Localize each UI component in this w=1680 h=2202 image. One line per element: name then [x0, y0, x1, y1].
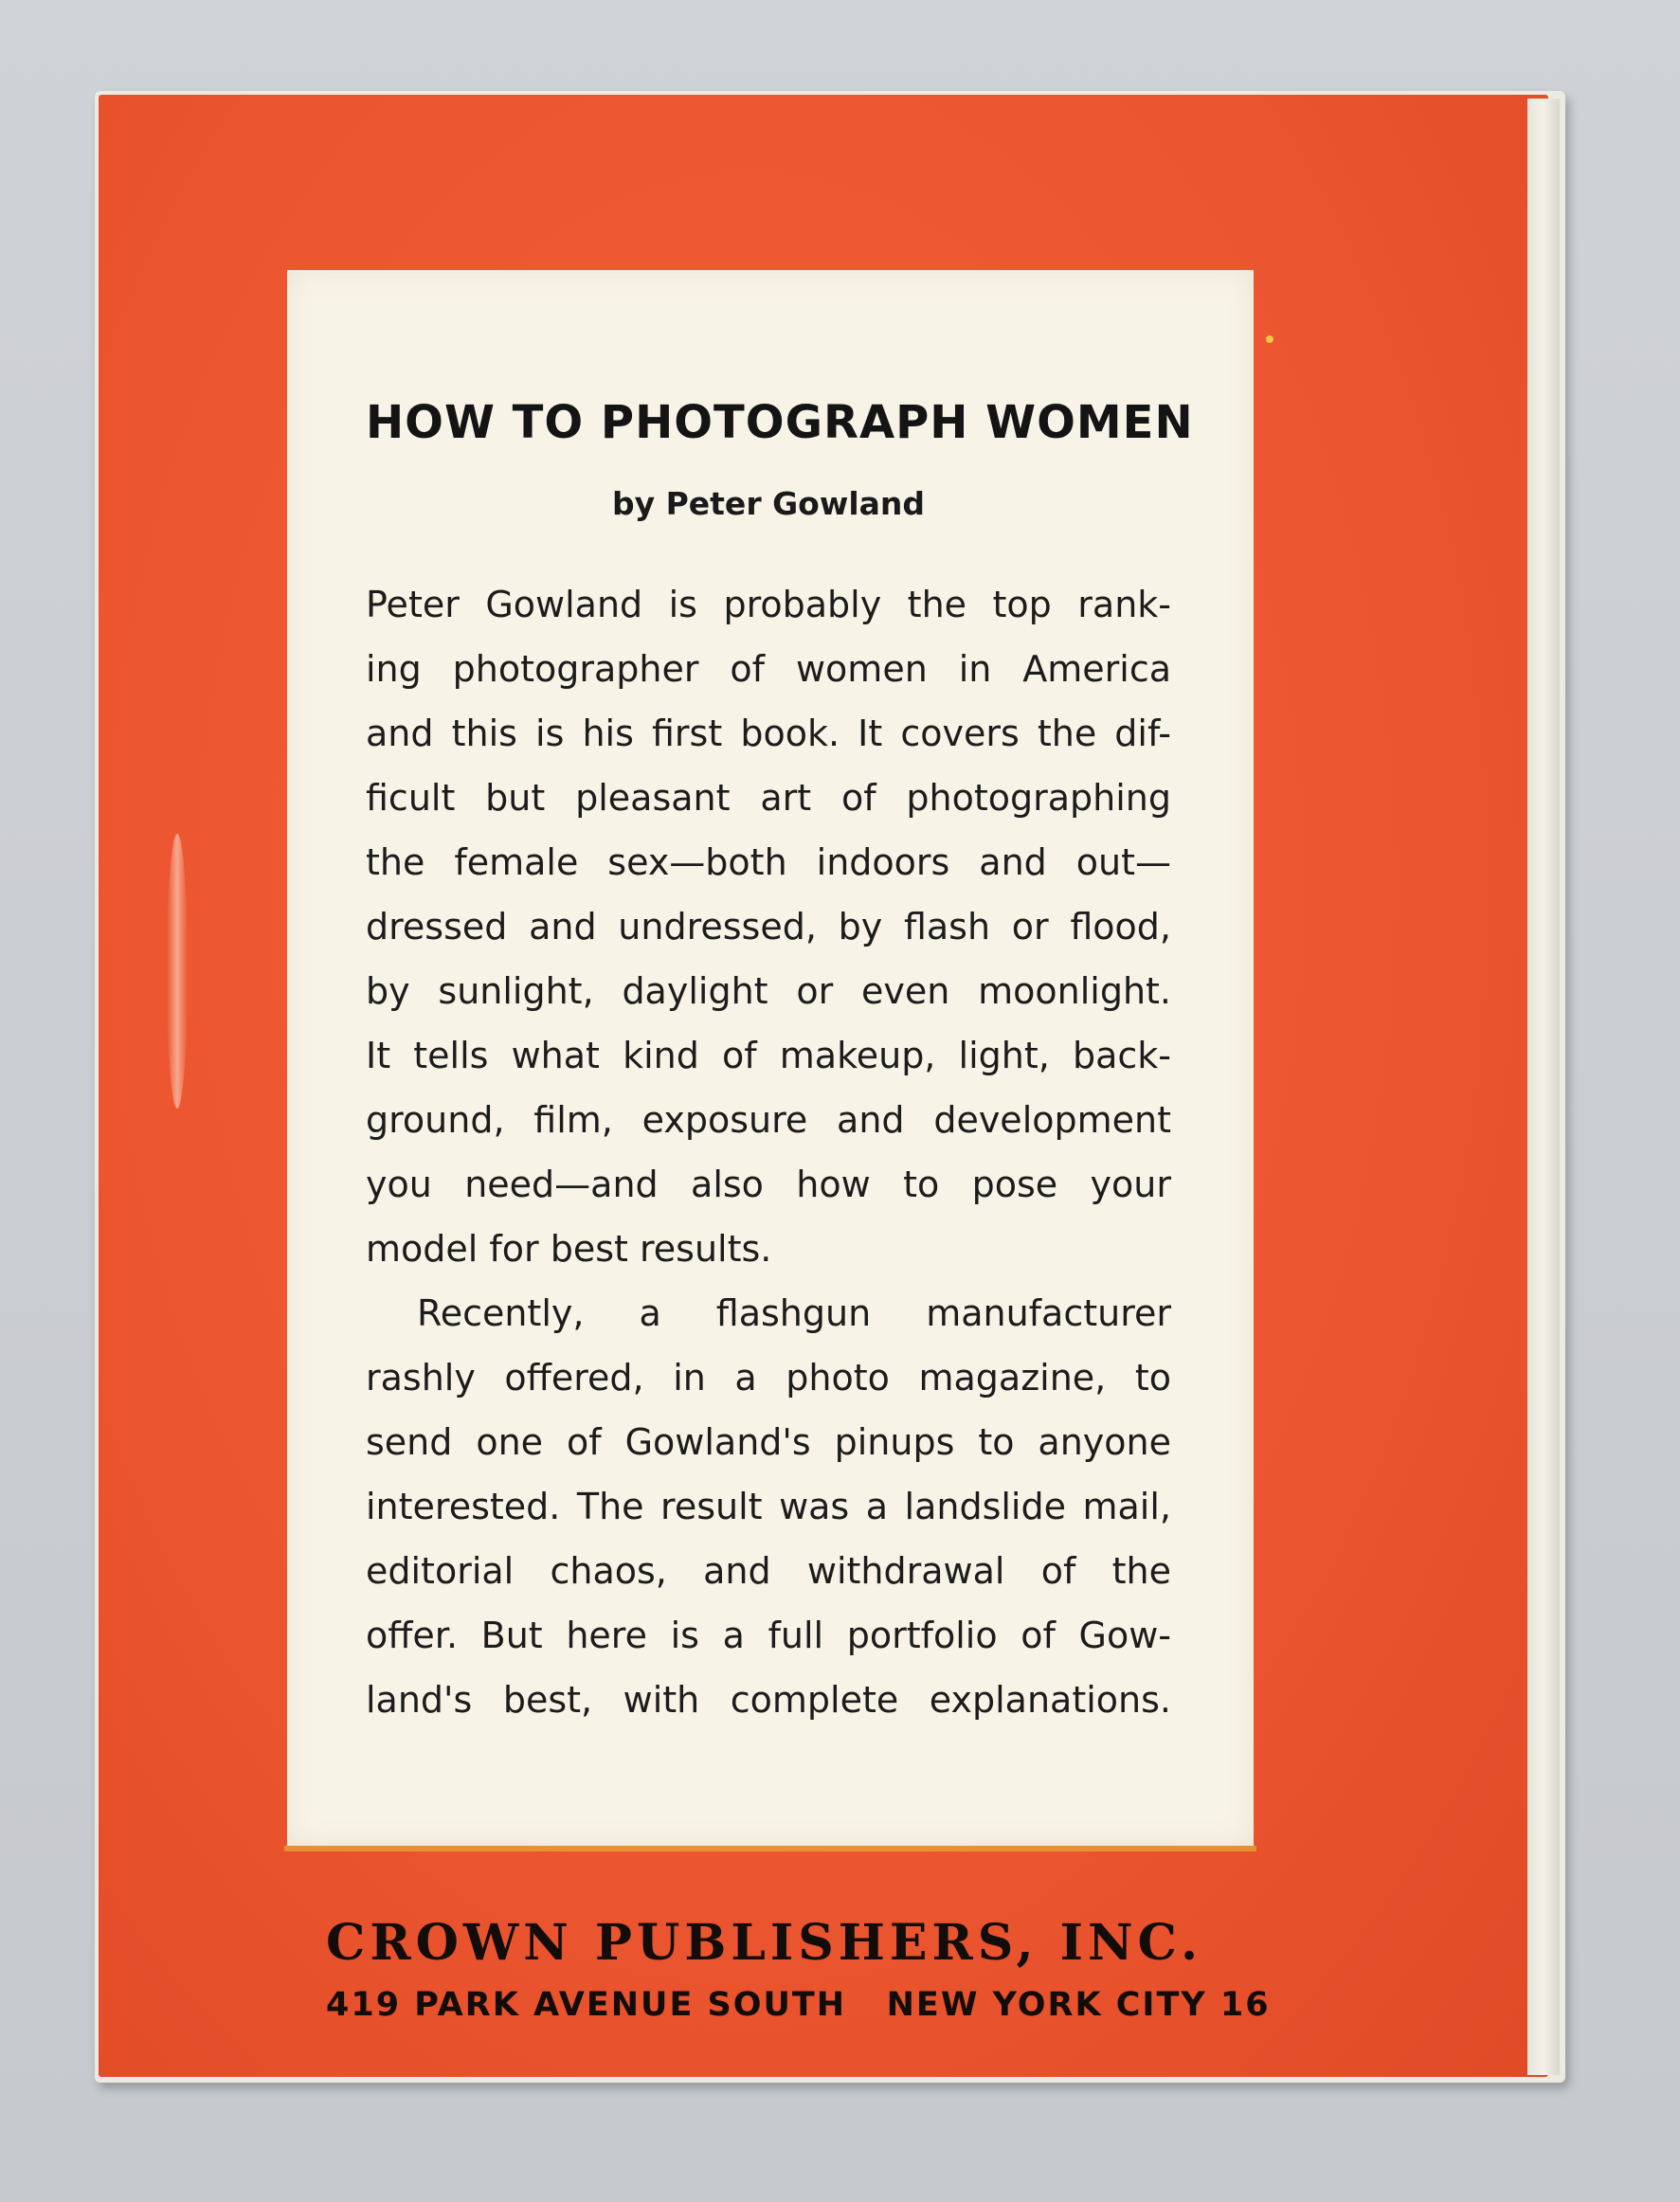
blurb-line: by sunlight, daylight or even moonlight.: [366, 970, 1171, 1012]
blurb-line: editorial chaos, and withdrawal of the: [366, 1550, 1171, 1592]
publisher-name: CROWN PUBLISHERS, INC.: [326, 1914, 1203, 1972]
blurb-line: It tells what kind of makeup, light, back-: [366, 1035, 1171, 1076]
blurb-line: model for best results.: [366, 1228, 772, 1270]
publisher-address: 419 PARK AVENUE SOUTH NEW YORK CITY 16: [326, 1986, 1271, 2024]
blurb-line: ing photographer of women in America: [366, 648, 1171, 690]
cover-speck: [1266, 335, 1274, 343]
blurb-line: dressed and undressed, by flash or flood,: [366, 906, 1171, 948]
blurb-line: ficult but pleasant art of photographing: [366, 777, 1171, 819]
book-spine-edge: [1527, 99, 1560, 2075]
book-title: HOW TO PHOTOGRAPH WOMEN: [366, 396, 1194, 449]
panel-edge: [284, 1846, 1256, 1851]
blurb-line: rashly offered, in a photo magazine, to: [366, 1357, 1171, 1399]
blurb-line: the female sex—both indoors and out—: [366, 841, 1171, 883]
blurb-line: Peter Gowland is probably the top rank-: [366, 584, 1171, 625]
blurb-text: [366, 572, 1171, 1732]
blurb-line: and this is his first book. It covers the dif-: [366, 713, 1171, 754]
blurb-line: you need—and also how to pose your: [366, 1164, 1171, 1205]
blurb-line: send one of Gowland's pinups to anyone: [366, 1421, 1171, 1463]
blurb-line: offer. But here is a full portfolio of Gow-: [366, 1615, 1171, 1656]
blurb-line: land's best, with complete explanations.: [366, 1679, 1171, 1721]
cover-crease: [167, 834, 188, 1109]
blurb-line: ground, film, exposure and development: [366, 1099, 1171, 1141]
author-byline: by Peter Gowland: [611, 485, 926, 522]
blurb-line: Recently, a flashgun manufacturer: [417, 1292, 1171, 1334]
blurb-line: interested. The result was a landslide mail,: [366, 1486, 1171, 1527]
